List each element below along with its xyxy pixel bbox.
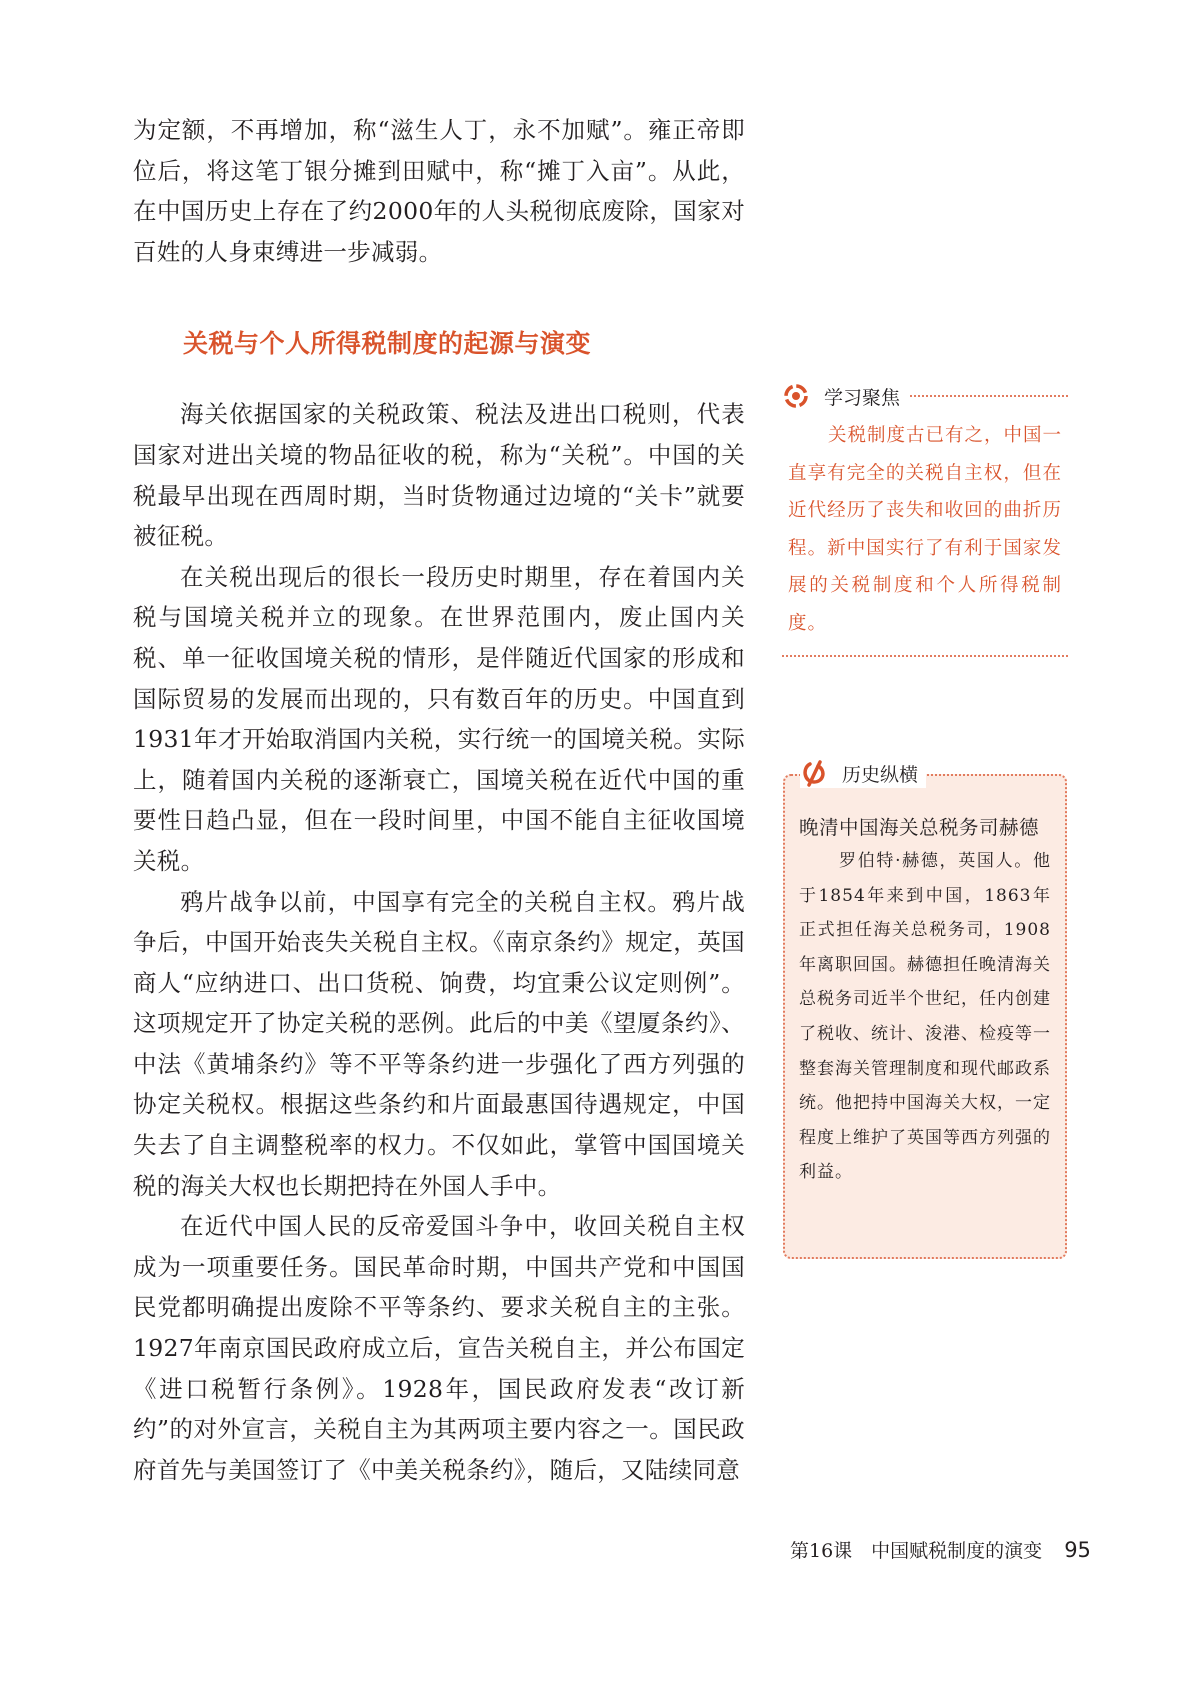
- learning-focus-title: 学习聚焦: [824, 386, 901, 409]
- dotted-divider: [910, 395, 1068, 397]
- body-paragraph-1: 海关依据国家的关税政策、税法及进出口税则，代表国家对进出关境的物品征收的税，称为“关税”。中国的关税最早出现在西周时期，当时货物通过边境的“关卡”就要被征税。: [133, 400, 745, 551]
- lesson-title: 第16课 中国赋税制度的演变: [790, 1540, 1043, 1562]
- learning-focus-text: 关税制度古已有之，中国一直享有完全的关税自主权，但在近代经历了丧失和收回的曲折历程。新中国实行了有利于国家发展的关税制度和个人所得税制度。: [788, 425, 1063, 634]
- learning-focus-header: [782, 381, 1068, 411]
- body-paragraph-2: 在关税出现后的很长一段历史时期里，存在着国内关税与国境关税并立的现象。在世界范围内，废止国内关税、单一征收国境关税的情形，是伴随近代国家的形成和国际贸易的发展而出现的，只有数百年的历史。中国直到1931年才开始取消国内关税，实行统一的国境关税。实际上，随着国内关税的逐渐衰亡，国境关税在近代中国的重要性日趋凸显，但在一段时间里，中国不能自主征收国境关税。: [133, 562, 745, 875]
- body-paragraph-4: 在近代中国人民的反帝爱国斗争中，收回关税自主权成为一项重要任务。国民革命时期，中国共产党和中国国民党都明确提出废除不平等条约、要求关税自主的主张。1927年南京国民政府成立后，宣告关税自主，并公布国定《进口税暂行条例》。1928年，国民政府发表“改订新约”的对外宣言，关税自主为其两项主要内容之一。国民政府首先与美国签订了《中美关税条约》，随后，又陆续同意: [133, 1212, 745, 1484]
- history-header: [800, 758, 926, 788]
- page-number: 95: [1064, 1538, 1091, 1562]
- history-text: 罗伯特·赫德，英国人。他于1854年来到中国，1863年正式担任海关总税务司，1908年离职回国。赫德担任晚清海关总税务司近半个世纪，任内创建了税收、统计、浚港、检疫等一整套海关管理制度和现代邮政系统。他把持中国海关大权，一定程度上维护了英国等西方列强的利益。: [799, 851, 1051, 1183]
- history-box: [783, 774, 1067, 1259]
- intro-paragraph: 为定额，不再增加，称“滋生人丁，永不加赋”。雍正帝即位后，将这笔丁银分摊到田赋中，称“摊丁入亩”。从此，在中国历史上存在了约2000年的人头税彻底废除，国家对百姓的人身束缚进一步减弱。: [133, 116, 745, 266]
- main-column: [133, 110, 745, 1490]
- learning-focus-box: [782, 381, 1068, 657]
- page-footer: [790, 1536, 1091, 1563]
- body-paragraph-3: 鸦片战争以前，中国享有完全的关税自主权。鸦片战争后，中国开始丧失关税自主权。《南京条约》规定，英国商人“应纳进口、出口货税、饷费，均宜秉公议定则例”。这项规定开了协定关税的恶例。此后的中美《望厦条约》、中法《黄埔条约》等不平等条约进一步强化了西方列强的协定关税权。根据这些条约和片面最惠国待遇规定，中国失去了自主调整税率的权力。不仅如此，掌管中国国境关税的海关大权也长期把持在外国人手中。: [133, 887, 745, 1200]
- history-swirl-icon: [800, 758, 830, 788]
- history-title: 历史纵横: [842, 763, 919, 786]
- focus-target-icon: [782, 382, 810, 410]
- history-subtitle: 晚清中国海关总税务司赫德: [799, 816, 1040, 839]
- dotted-divider-bottom: [782, 655, 1068, 657]
- section-heading: 关税与个人所得税制度的起源与演变: [183, 329, 592, 359]
